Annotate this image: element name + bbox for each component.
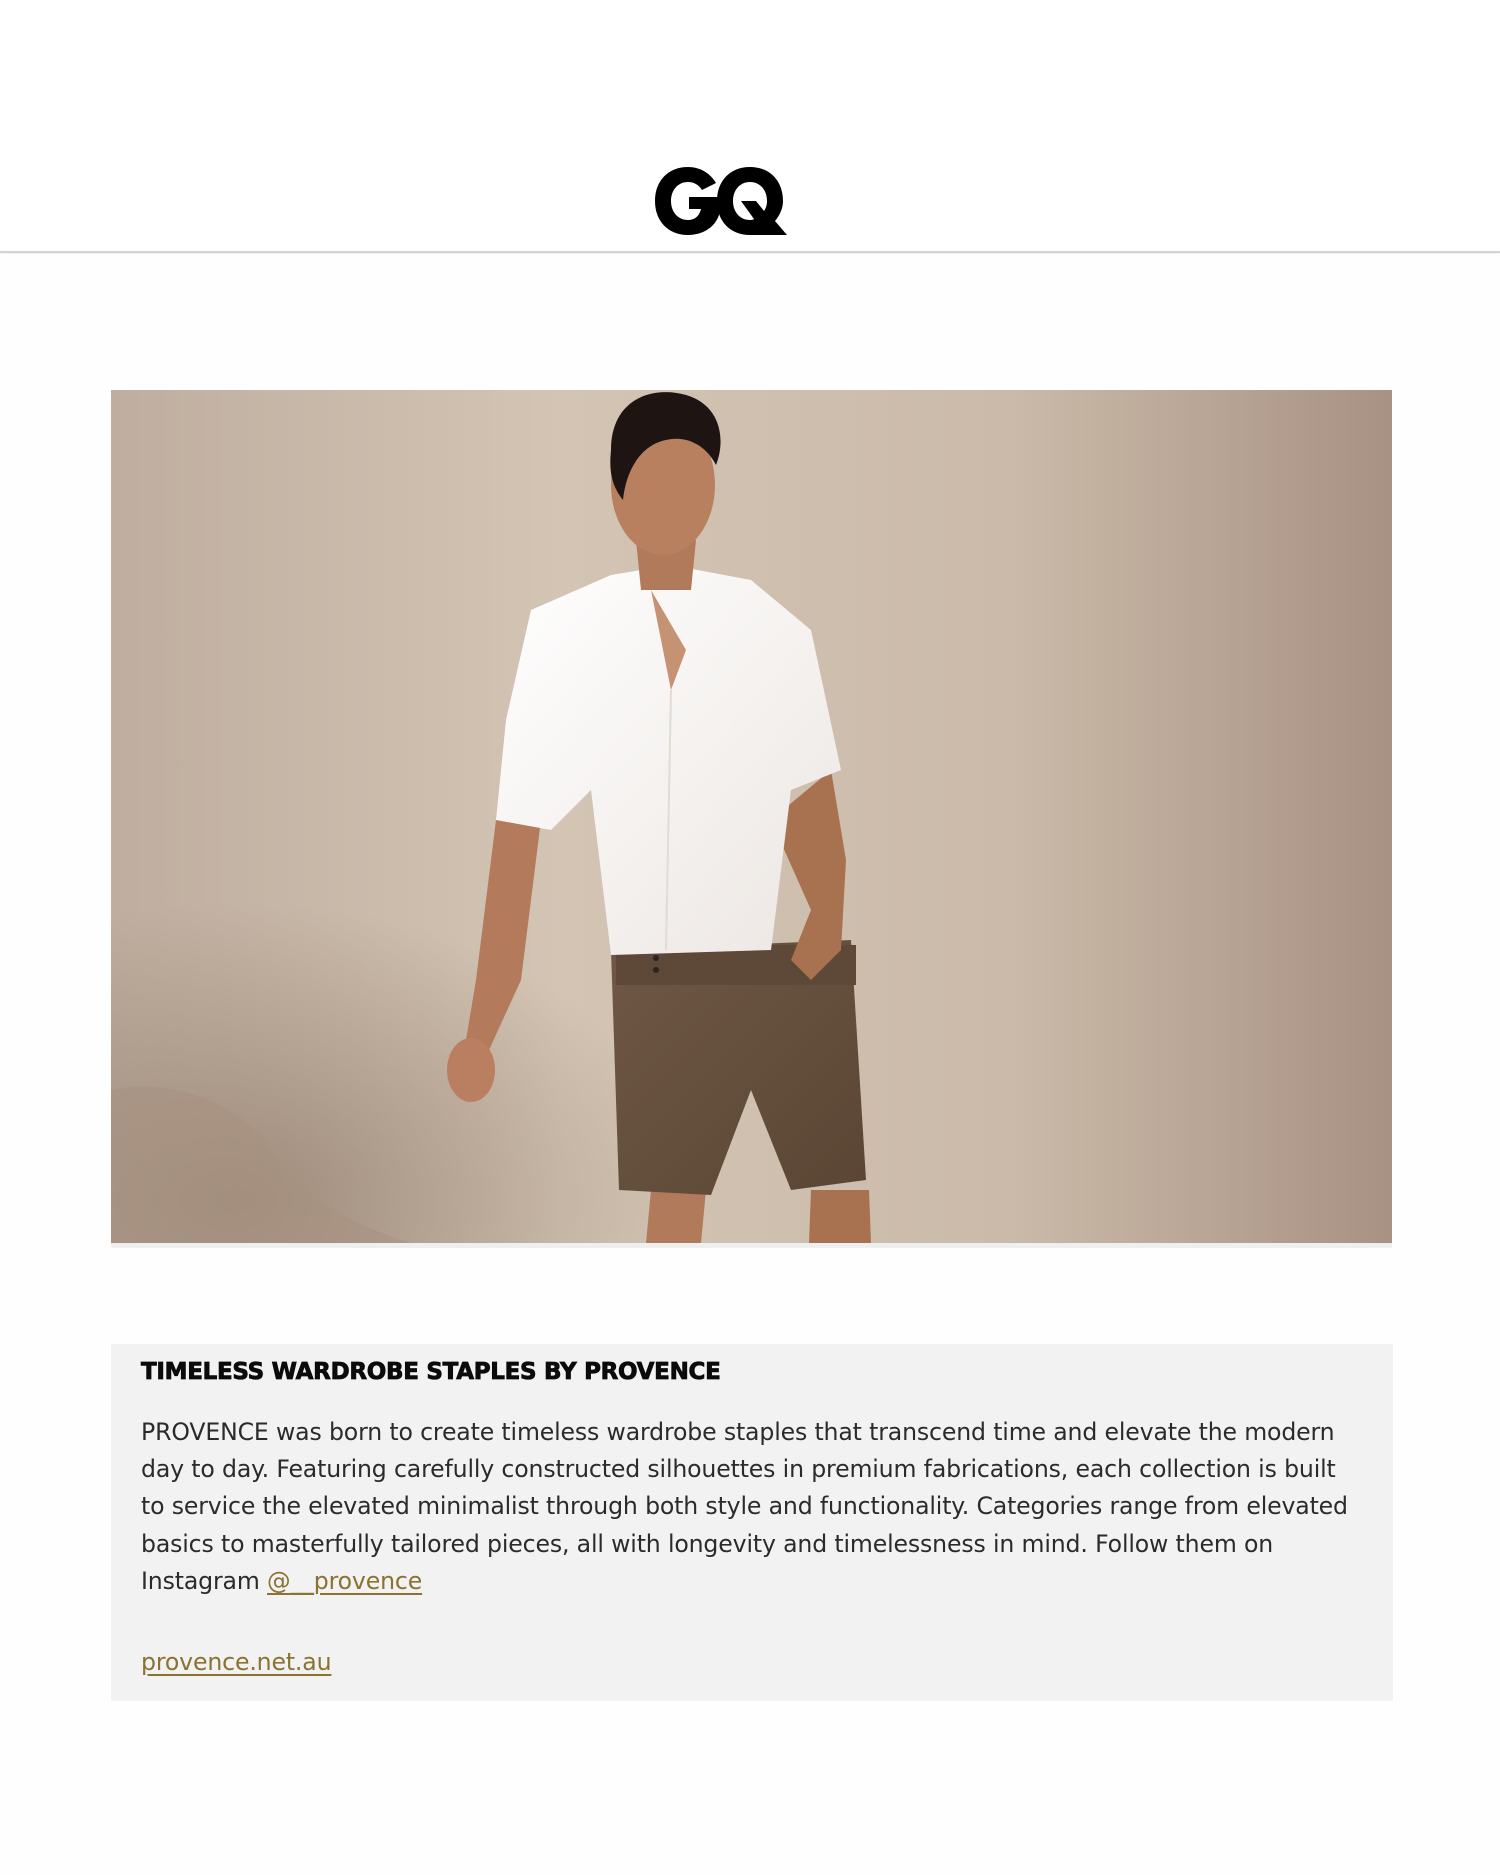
description-line-5 bbox=[141, 1563, 1361, 1600]
brand-title: TIMELESS WARDROBE STAPLES BY PROVENCE bbox=[141, 1359, 721, 1385]
brand-info-box bbox=[111, 1344, 1393, 1701]
instagram-link[interactable]: @__provence bbox=[267, 1566, 423, 1595]
description-line-3: to service the elevated minimalist through both style and functionality. Categories range from elevated bbox=[141, 1492, 1348, 1521]
hero-photo-illustration bbox=[111, 390, 1392, 1243]
gq-logo-svg bbox=[653, 165, 787, 237]
instagram-prefix: Instagram bbox=[141, 1566, 268, 1595]
hero-image bbox=[111, 390, 1392, 1243]
brand-description bbox=[141, 1414, 1361, 1600]
header-divider bbox=[0, 251, 1500, 253]
gq-logo-icon[interactable] bbox=[653, 165, 787, 237]
description-line-4: basics to masterfully tailored pieces, all with longevity and timelessness in mind. Follow them on bbox=[141, 1529, 1274, 1558]
description-line-1: PROVENCE was born to create timeless wardrobe staples that transcend time and elevate the modern bbox=[141, 1418, 1335, 1446]
description-line-2: day to day. Featuring carefully constructed silhouettes in premium fabrications, each collection is built bbox=[141, 1455, 1336, 1484]
site-header bbox=[0, 0, 1500, 252]
hero-image-bottom-strip bbox=[111, 1243, 1392, 1248]
website-link[interactable]: provence.net.au bbox=[141, 1648, 332, 1676]
